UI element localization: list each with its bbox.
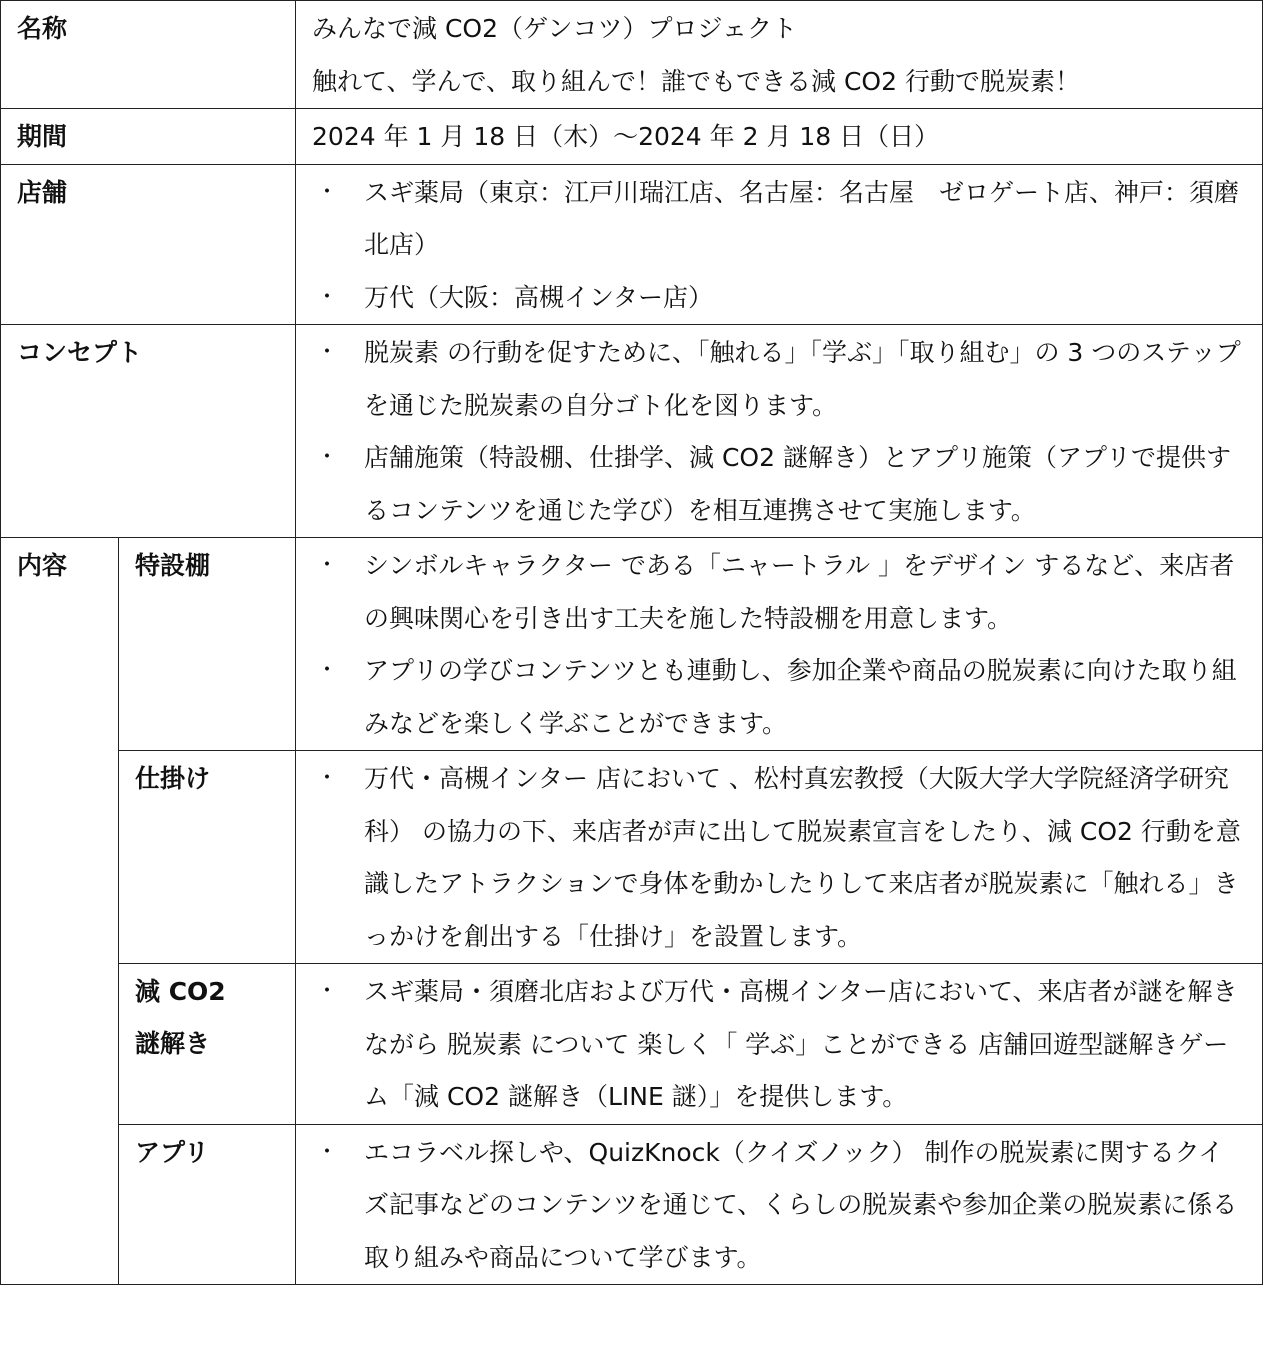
content-nazotoki-value [296, 964, 1263, 1125]
content-shelf-value [296, 538, 1263, 751]
row-period-label: 期間 [1, 109, 296, 165]
project-title: みんなで減 CO2（ゲンコツ）プロジェクト [312, 14, 798, 43]
bullet-icon: ・ [316, 766, 339, 791]
list-item: ・ エコラベル探しや、QuizKnock（クイズノック） 制作の脱炭素に関するクイズ記事などのコンテンツを通じて、くらしの脱炭素や参加企業の脱炭素に係る取り組みや商品について学びます。 [296, 1127, 1248, 1285]
bullet-icon: ・ [316, 658, 339, 683]
bullet-icon: ・ [316, 284, 339, 310]
content-shikake-value [296, 751, 1263, 964]
bullet-icon: ・ [316, 553, 339, 578]
concept-list [296, 327, 1248, 537]
row-content-nazotoki [1, 964, 1263, 1125]
list-item: ・ 脱炭素 の行動を促すために、「触れる」「学ぶ」「取り組む」の 3 つのステップを通じた脱炭素の自分ゴト化を図ります。 [296, 327, 1248, 432]
content-nazotoki-label: 減 CO2 謎解き [119, 964, 296, 1125]
row-name [1, 1, 1263, 109]
shikake-list [296, 753, 1248, 963]
row-stores [1, 164, 1263, 325]
list-item: ・ 店舗施策（特設棚、仕掛学、減 CO2 謎解き）とアプリ施策（アプリで提供するコンテンツを通じた学び）を相互連携させて実施します。 [296, 432, 1248, 537]
row-period [1, 109, 1263, 165]
list-item: ・ 万代（大阪：高槻インター店） [296, 272, 1248, 325]
nazotoki-list [296, 966, 1248, 1124]
list-item: ・ スギ薬局・須磨北店および万代・高槻インター店において、来店者が謎を解きながら 脱炭素 について 楽しく「 学ぶ」ことができる 店舗回遊型謎解きゲーム「減 CO2 謎解き（LINE 謎）」を提供します。 [296, 966, 1248, 1124]
project-tagline: 触れて、学んで、取り組んで！誰でもできる減 CO2 行動で脱炭素！ [312, 66, 1080, 96]
content-app-value [296, 1124, 1263, 1285]
row-content-app [1, 1124, 1263, 1285]
content-app-label: アプリ [119, 1124, 296, 1285]
row-name-value [296, 1, 1263, 109]
row-concept [1, 325, 1263, 538]
bullet-icon: ・ [316, 979, 339, 1004]
app-list [296, 1127, 1248, 1285]
list-item: ・ 万代・高槻インター 店において 、松村真宏教授（大阪大学大学院経済学研究科） の協力の下、来店者が声に出して脱炭素宣言をしたり、減 CO2 行動を意識したアトラクションで身体を動かしたりして来店者が脱炭素に「触れる」きっかけを創出する「仕掛け」を設置します。 [296, 753, 1248, 963]
bullet-icon: ・ [316, 1139, 339, 1165]
row-stores-value [296, 164, 1263, 325]
row-content-shelf [1, 538, 1263, 751]
bullet-icon: ・ [316, 179, 339, 205]
bullet-icon: ・ [316, 340, 339, 365]
content-shelf-label: 特設棚 [119, 538, 296, 751]
row-stores-label: 店舗 [1, 164, 296, 325]
row-name-label: 名称 [1, 1, 296, 109]
row-concept-label: コンセプト [1, 325, 296, 538]
list-item: ・ アプリの学びコンテンツとも連動し、参加企業や商品の脱炭素に向けた取り組みなどを楽しく学ぶことができます。 [296, 645, 1248, 750]
row-period-value [296, 109, 1263, 165]
content-shikake-label: 仕掛け [119, 751, 296, 964]
shelf-list [296, 540, 1248, 750]
bullet-icon: ・ [316, 445, 339, 470]
row-content-label: 内容 [1, 538, 119, 1285]
row-concept-value [296, 325, 1263, 538]
list-item: ・ シンボルキャラクター である「ニャートラル 」をデザイン するなど、来店者 の興味関心を引き出す工夫を施した特設棚を用意します。 [296, 540, 1248, 645]
stores-list [296, 167, 1248, 325]
period-text: 2024 年 1 月 18 日（木）～2024 年 2 月 18 日（日） [312, 122, 940, 151]
row-content-shikake [1, 751, 1263, 964]
list-item: ・ スギ薬局（東京：江戸川瑞江店、名古屋：名古屋 ゼロゲート店、神戸：須磨北店） [296, 167, 1248, 272]
